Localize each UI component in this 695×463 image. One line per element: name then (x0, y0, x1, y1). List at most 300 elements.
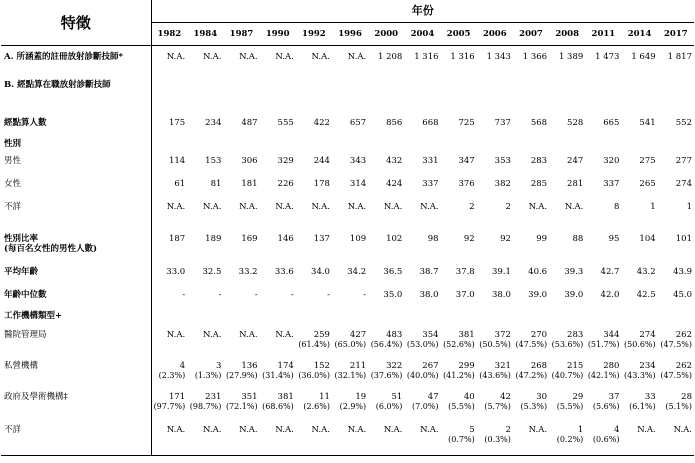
cell-value (441, 308, 477, 327)
cell-value: N.A. (239, 52, 258, 62)
cell-value (260, 308, 296, 327)
cell-value: - (254, 290, 258, 300)
cell-value (658, 222, 694, 231)
cell-value (223, 102, 259, 115)
cell-value: 45.0 (673, 290, 692, 300)
cell-value (477, 136, 513, 153)
cell-value: 381 (52.6%) (441, 327, 477, 358)
cell-percent: (5.7%) (484, 402, 511, 411)
cell-value: 262 (47.5%) (658, 327, 694, 358)
cell-percent: (7.0%) (411, 402, 439, 411)
cell-value: N.A. (239, 202, 258, 212)
cell-value: N.A. (166, 202, 186, 212)
table-row-median_age (1, 287, 694, 308)
cell-value: 47 (7.0%) (404, 389, 440, 422)
cell-value (223, 222, 259, 231)
cell-percent: (36.0%) (298, 371, 330, 380)
cell-value (441, 136, 477, 153)
cell-value: N.A. (368, 422, 404, 456)
table-row-gap1 (1, 102, 694, 115)
table-row-unknown1 (1, 199, 694, 222)
cell-value: 34.2 (347, 267, 367, 277)
cell-value: N.A. (528, 202, 548, 212)
cell-percent: (41.2%) (443, 371, 475, 380)
cell-percent: (5.1%) (665, 402, 692, 411)
cell-value (332, 222, 368, 231)
cell-value: 42 (5.7%) (477, 389, 513, 422)
table-row-gap2 (1, 222, 694, 231)
cell-percent: (5.6%) (592, 402, 620, 411)
cell-value: 42.7 (600, 267, 620, 277)
row-label: 女性 (1, 176, 151, 199)
cell-value: N.A. (275, 52, 294, 62)
cell-value: 43.2 (636, 267, 656, 277)
cell-value (187, 102, 223, 115)
cell-value (549, 222, 585, 231)
cell-value: 61 (174, 179, 186, 189)
cell-value: 267 (40.0%) (404, 358, 440, 389)
cell-value: N.A. (187, 422, 223, 456)
cell-value (513, 136, 549, 153)
cell-value: 215 (40.7%) (549, 358, 585, 389)
cell-value: 40.6 (528, 267, 548, 277)
cell-percent: (53.6%) (551, 340, 584, 349)
cell-value: 422 (313, 118, 330, 128)
cell-value: 306 (241, 156, 258, 166)
cell-value: 259 (61.4%) (296, 327, 332, 358)
cell-value: N.A. (166, 330, 186, 340)
cell-value (621, 308, 657, 327)
table-row-unknown2 (1, 422, 694, 456)
cell-value (296, 308, 332, 327)
cell-value: 280 (42.1%) (585, 358, 621, 389)
cell-value: 39.3 (564, 267, 584, 277)
cell-value (549, 74, 585, 102)
cell-percent: (43.6%) (479, 371, 511, 380)
cell-value: 187 (168, 234, 186, 244)
cell-value: 432 (386, 156, 403, 166)
cell-value: 35.0 (383, 290, 403, 300)
cell-value: 98 (427, 234, 439, 244)
year-group-header: 年份 (151, 0, 694, 23)
row-label: 工作機構類型+ (1, 308, 151, 327)
cell-value: N.A. (332, 422, 368, 456)
table-row-male (1, 153, 694, 176)
cell-value (332, 308, 368, 327)
year-header: 2007 (513, 23, 549, 46)
cell-value: 153 (205, 156, 222, 166)
cell-value: 152 (36.0%) (296, 358, 332, 389)
cell-value (404, 136, 440, 153)
cell-percent: (0.2%) (556, 435, 584, 444)
cell-value: 11 (2.6%) (296, 389, 332, 422)
cell-value: 34.0 (311, 267, 330, 277)
cell-percent: (50.5%) (479, 340, 511, 349)
cell-value (585, 308, 621, 327)
cell-percent: (31.4%) (262, 371, 294, 380)
cell-value (187, 136, 223, 153)
cell-value: 331 (422, 156, 439, 166)
cell-value (368, 308, 404, 327)
cell-value: 281 (567, 179, 584, 189)
cell-percent: (6.0%) (375, 402, 403, 411)
cell-value: 244 (313, 156, 330, 166)
table-row-gov (1, 389, 694, 422)
cell-value: N.A. (260, 422, 296, 456)
cell-value: 92 (500, 234, 511, 244)
cell-value: 347 (458, 156, 475, 166)
cell-value (621, 222, 657, 231)
row-label: A. 所涵蓋的註冊放射診斷技師* (1, 46, 151, 75)
cell-value: 92 (463, 234, 475, 244)
cell-value (404, 222, 440, 231)
cell-value: 33.0 (166, 267, 186, 277)
cell-value (260, 222, 296, 231)
cell-percent: (50.6%) (624, 340, 656, 349)
cell-value (368, 74, 404, 102)
cell-value (549, 308, 585, 327)
cell-value (151, 222, 187, 231)
cell-value: 2 (505, 202, 511, 212)
cell-value: 372 (50.5%) (477, 327, 513, 358)
cell-value (658, 136, 694, 153)
row-label: 經點算人數 (1, 115, 151, 136)
cell-value: 314 (349, 179, 367, 189)
cell-value: 555 (277, 118, 294, 128)
cell-value: 38.0 (419, 290, 439, 300)
cell-percent: (56.4%) (370, 340, 403, 349)
cell-value (404, 308, 440, 327)
cell-value (549, 136, 585, 153)
cell-value: 552 (675, 118, 692, 128)
cell-value (368, 222, 404, 231)
cell-percent: (2.3%) (158, 371, 186, 380)
cell-value: 43.9 (673, 267, 692, 277)
row-label: 政府及學術機構‡ (1, 389, 151, 422)
cell-value: N.A. (166, 52, 186, 62)
year-header: 2014 (621, 23, 657, 46)
cell-value: 178 (313, 179, 330, 189)
cell-value: 181 (241, 179, 258, 189)
table-row-female (1, 176, 694, 199)
row-label: B. 經點算在職放射診斷技師 (1, 74, 151, 102)
cell-value (368, 136, 404, 153)
cell-percent: (47.5%) (660, 371, 692, 380)
table-row-a (1, 46, 694, 75)
cell-value: 174 (31.4%) (260, 358, 296, 389)
cell-value: 4 (0.6%) (585, 422, 621, 456)
cell-value: 1 (686, 202, 692, 212)
row-label: 男性 (1, 153, 151, 176)
cell-value: 351 (72.1%) (223, 389, 259, 422)
cell-percent: (97.7%) (153, 402, 186, 411)
cell-value: 95 (608, 234, 620, 244)
cell-value: 114 (168, 156, 186, 166)
year-header: 1996 (332, 23, 368, 46)
cell-value: 343 (349, 156, 367, 166)
cell-value (549, 102, 585, 115)
cell-value (187, 74, 223, 102)
table-row-ratio (1, 231, 694, 264)
year-header: 1987 (223, 23, 259, 46)
cell-value: 169 (241, 234, 258, 244)
cell-value: 39.1 (491, 267, 511, 277)
cell-value (260, 102, 296, 115)
cell-value: - (182, 290, 186, 300)
cell-value: N.A. (223, 422, 259, 456)
cell-value: - (363, 290, 367, 300)
cell-value: 146 (277, 234, 294, 244)
cell-value: 541 (639, 118, 656, 128)
cell-value: N.A. (564, 202, 584, 212)
cell-value (441, 74, 477, 102)
cell-value: 234 (205, 118, 222, 128)
cell-value (223, 308, 259, 327)
cell-value: 277 (675, 156, 692, 166)
row-label (1, 222, 151, 231)
cell-value (658, 74, 694, 102)
year-header: 1990 (260, 23, 296, 46)
cell-value: 211 (32.1%) (332, 358, 368, 389)
cell-value: 30 (5.3%) (513, 389, 549, 422)
cell-value (441, 102, 477, 115)
cell-value: 283 (530, 156, 548, 166)
cell-value: 274 (675, 179, 692, 189)
cell-value: 8 (614, 202, 620, 212)
cell-value: N.A. (311, 52, 330, 62)
cell-value: 88 (572, 234, 584, 244)
cell-value: 1 316 (414, 52, 439, 62)
cell-value: 231 (98.7%) (187, 389, 223, 422)
cell-value: 40 (5.5%) (441, 389, 477, 422)
cell-value (151, 136, 187, 153)
cell-value: 38.0 (491, 290, 511, 300)
table-row-ha (1, 327, 694, 358)
cell-percent: (40.0%) (406, 371, 439, 380)
cell-value (441, 222, 477, 231)
cell-value (477, 74, 513, 102)
cell-value: N.A. (202, 202, 222, 212)
cell-value: 427 (65.0%) (332, 327, 368, 358)
cell-value: 299 (41.2%) (441, 358, 477, 389)
cell-value: 353 (494, 156, 511, 166)
table-row-sector (1, 308, 694, 327)
cell-value: 337 (422, 179, 439, 189)
cell-value (621, 102, 657, 115)
cell-value (585, 136, 621, 153)
cell-value: 725 (458, 118, 475, 128)
year-header: 2004 (404, 23, 440, 46)
cell-value: 247 (567, 156, 584, 166)
cell-value (368, 102, 404, 115)
cell-value: 175 (168, 118, 186, 128)
cell-value: 2 (469, 202, 475, 212)
cell-value: 33 (6.1%) (621, 389, 657, 422)
cell-value (585, 74, 621, 102)
cell-value: 37.0 (455, 290, 475, 300)
cell-value: 275 (639, 156, 656, 166)
cell-value (151, 102, 187, 115)
cell-percent: (0.7%) (448, 435, 475, 444)
cell-value: N.A. (202, 52, 222, 62)
cell-value: 1 (650, 202, 656, 212)
cell-percent: (6.1%) (629, 402, 656, 411)
cell-value: 382 (494, 179, 511, 189)
cell-value (477, 222, 513, 231)
cell-value: 1 (0.2%) (549, 422, 585, 456)
cell-percent: (47.5%) (515, 340, 548, 349)
cell-value (332, 102, 368, 115)
statistics-table (1, 0, 694, 456)
table-row-sex (1, 136, 694, 153)
cell-value: N.A. (151, 422, 187, 456)
cell-value: 1 366 (522, 52, 548, 62)
cell-value: 322 (37.6%) (368, 358, 404, 389)
cell-value: 101 (675, 234, 692, 244)
year-header: 1992 (296, 23, 332, 46)
row-label: 年齡中位數 (1, 287, 151, 308)
cell-value: 668 (422, 118, 439, 128)
cell-value: 42.5 (636, 290, 656, 300)
table-row-mean_age (1, 264, 694, 287)
cell-value: 2 (0.3%) (477, 422, 513, 456)
cell-value: N.A. (275, 202, 294, 212)
cell-value (513, 308, 549, 327)
cell-percent: (5.5%) (556, 402, 584, 411)
cell-percent: (37.6%) (370, 371, 403, 380)
cell-value (585, 102, 621, 115)
year-header: 2005 (441, 23, 477, 46)
cell-value: N.A. (347, 52, 367, 62)
cell-value (658, 308, 694, 327)
cell-percent: (47.5%) (660, 340, 692, 349)
cell-percent: (5.3%) (520, 402, 548, 411)
cell-value: 3 (1.3%) (187, 358, 223, 389)
cell-percent: (72.1%) (225, 402, 258, 411)
cell-value: 568 (530, 118, 548, 128)
cell-value: 42.0 (600, 290, 620, 300)
cell-value: 136 (27.9%) (223, 358, 259, 389)
cell-value: N.A. (420, 202, 439, 212)
cell-percent: (53.0%) (406, 340, 439, 349)
cell-value (513, 74, 549, 102)
cell-value (151, 308, 187, 327)
cell-value: 268 (47.2%) (513, 358, 549, 389)
cell-value: 38.7 (419, 267, 439, 277)
cell-percent: (51.7%) (587, 340, 620, 349)
cell-percent: (27.9%) (225, 371, 258, 380)
cell-percent: (0.3%) (484, 435, 511, 444)
cell-value: N.A. (347, 202, 367, 212)
cell-percent: (32.1%) (334, 371, 367, 380)
cell-percent: (98.7%) (189, 402, 222, 411)
cell-value (585, 222, 621, 231)
cell-value: 1 389 (558, 52, 584, 62)
year-header: 1984 (187, 23, 223, 46)
cell-value: 234 (43.3%) (621, 358, 657, 389)
cell-value (187, 308, 223, 327)
cell-value (260, 74, 296, 102)
cell-value: 270 (47.5%) (513, 327, 549, 358)
cell-percent: (5.5%) (448, 402, 475, 411)
table-row-b (1, 74, 694, 102)
table-row-count (1, 115, 694, 136)
cell-value: - (218, 290, 222, 300)
cell-value: 528 (567, 118, 584, 128)
cell-value (223, 74, 259, 102)
cell-percent: (1.3%) (194, 371, 222, 380)
cell-value: 33.2 (238, 267, 258, 277)
cell-value: 1 649 (631, 52, 656, 62)
cell-value (332, 136, 368, 153)
cell-value: 354 (53.0%) (404, 327, 440, 358)
cell-value (151, 74, 187, 102)
cell-value: 37 (5.6%) (585, 389, 621, 422)
cell-percent: (47.2%) (515, 371, 548, 380)
cell-value: N.A. (404, 422, 440, 456)
cell-value: 4 (2.3%) (151, 358, 187, 389)
cell-value: N.A. (202, 330, 222, 340)
cell-value (621, 74, 657, 102)
row-label: 醫院管理局 (1, 327, 151, 358)
cell-percent: (65.0%) (334, 340, 367, 349)
cell-value: 274 (50.6%) (621, 327, 657, 358)
cell-value: 5 (0.7%) (441, 422, 477, 456)
cell-value: 39.0 (564, 290, 584, 300)
cell-value (296, 222, 332, 231)
cell-value: 376 (458, 179, 475, 189)
cell-value: 37.8 (455, 267, 475, 277)
cell-value: 329 (277, 156, 294, 166)
cell-value: 1 817 (667, 52, 692, 62)
cell-value: 109 (349, 234, 367, 244)
cell-value (513, 222, 549, 231)
cell-value: 29 (5.5%) (549, 389, 585, 422)
cell-value (296, 102, 332, 115)
cell-value: 102 (386, 234, 403, 244)
cell-value: 99 (536, 234, 548, 244)
year-header: 1982 (151, 23, 187, 46)
cell-percent: (68.6%) (262, 402, 294, 411)
cell-value: 381 (68.6%) (260, 389, 296, 422)
cell-value: 19 (2.9%) (332, 389, 368, 422)
row-label: 不詳 (1, 199, 151, 222)
cell-value: N.A. (311, 202, 330, 212)
cell-value: 285 (530, 179, 548, 189)
cell-value: 320 (603, 156, 620, 166)
row-label: 性別比率 (每百名女性的男性人數) (1, 231, 151, 264)
row-label (1, 102, 151, 115)
cell-value: - (327, 290, 330, 300)
cell-value: 321 (43.6%) (477, 358, 513, 389)
cell-value: - (290, 290, 294, 300)
cell-value (223, 136, 259, 153)
row-label: 私營機構 (1, 358, 151, 389)
year-header: 2006 (477, 23, 513, 46)
year-header: 2011 (585, 23, 621, 46)
cell-value: 51 (6.0%) (368, 389, 404, 422)
cell-value: N.A. (296, 422, 332, 456)
cell-value: 856 (386, 118, 403, 128)
cell-value: N.A. (658, 422, 694, 456)
cell-value: 36.5 (383, 267, 403, 277)
cell-value: 137 (313, 234, 330, 244)
table-row-private (1, 358, 694, 389)
cell-value: 283 (53.6%) (549, 327, 585, 358)
cell-value: 1 473 (595, 52, 620, 62)
cell-value: 657 (349, 118, 367, 128)
cell-value: 487 (241, 118, 258, 128)
